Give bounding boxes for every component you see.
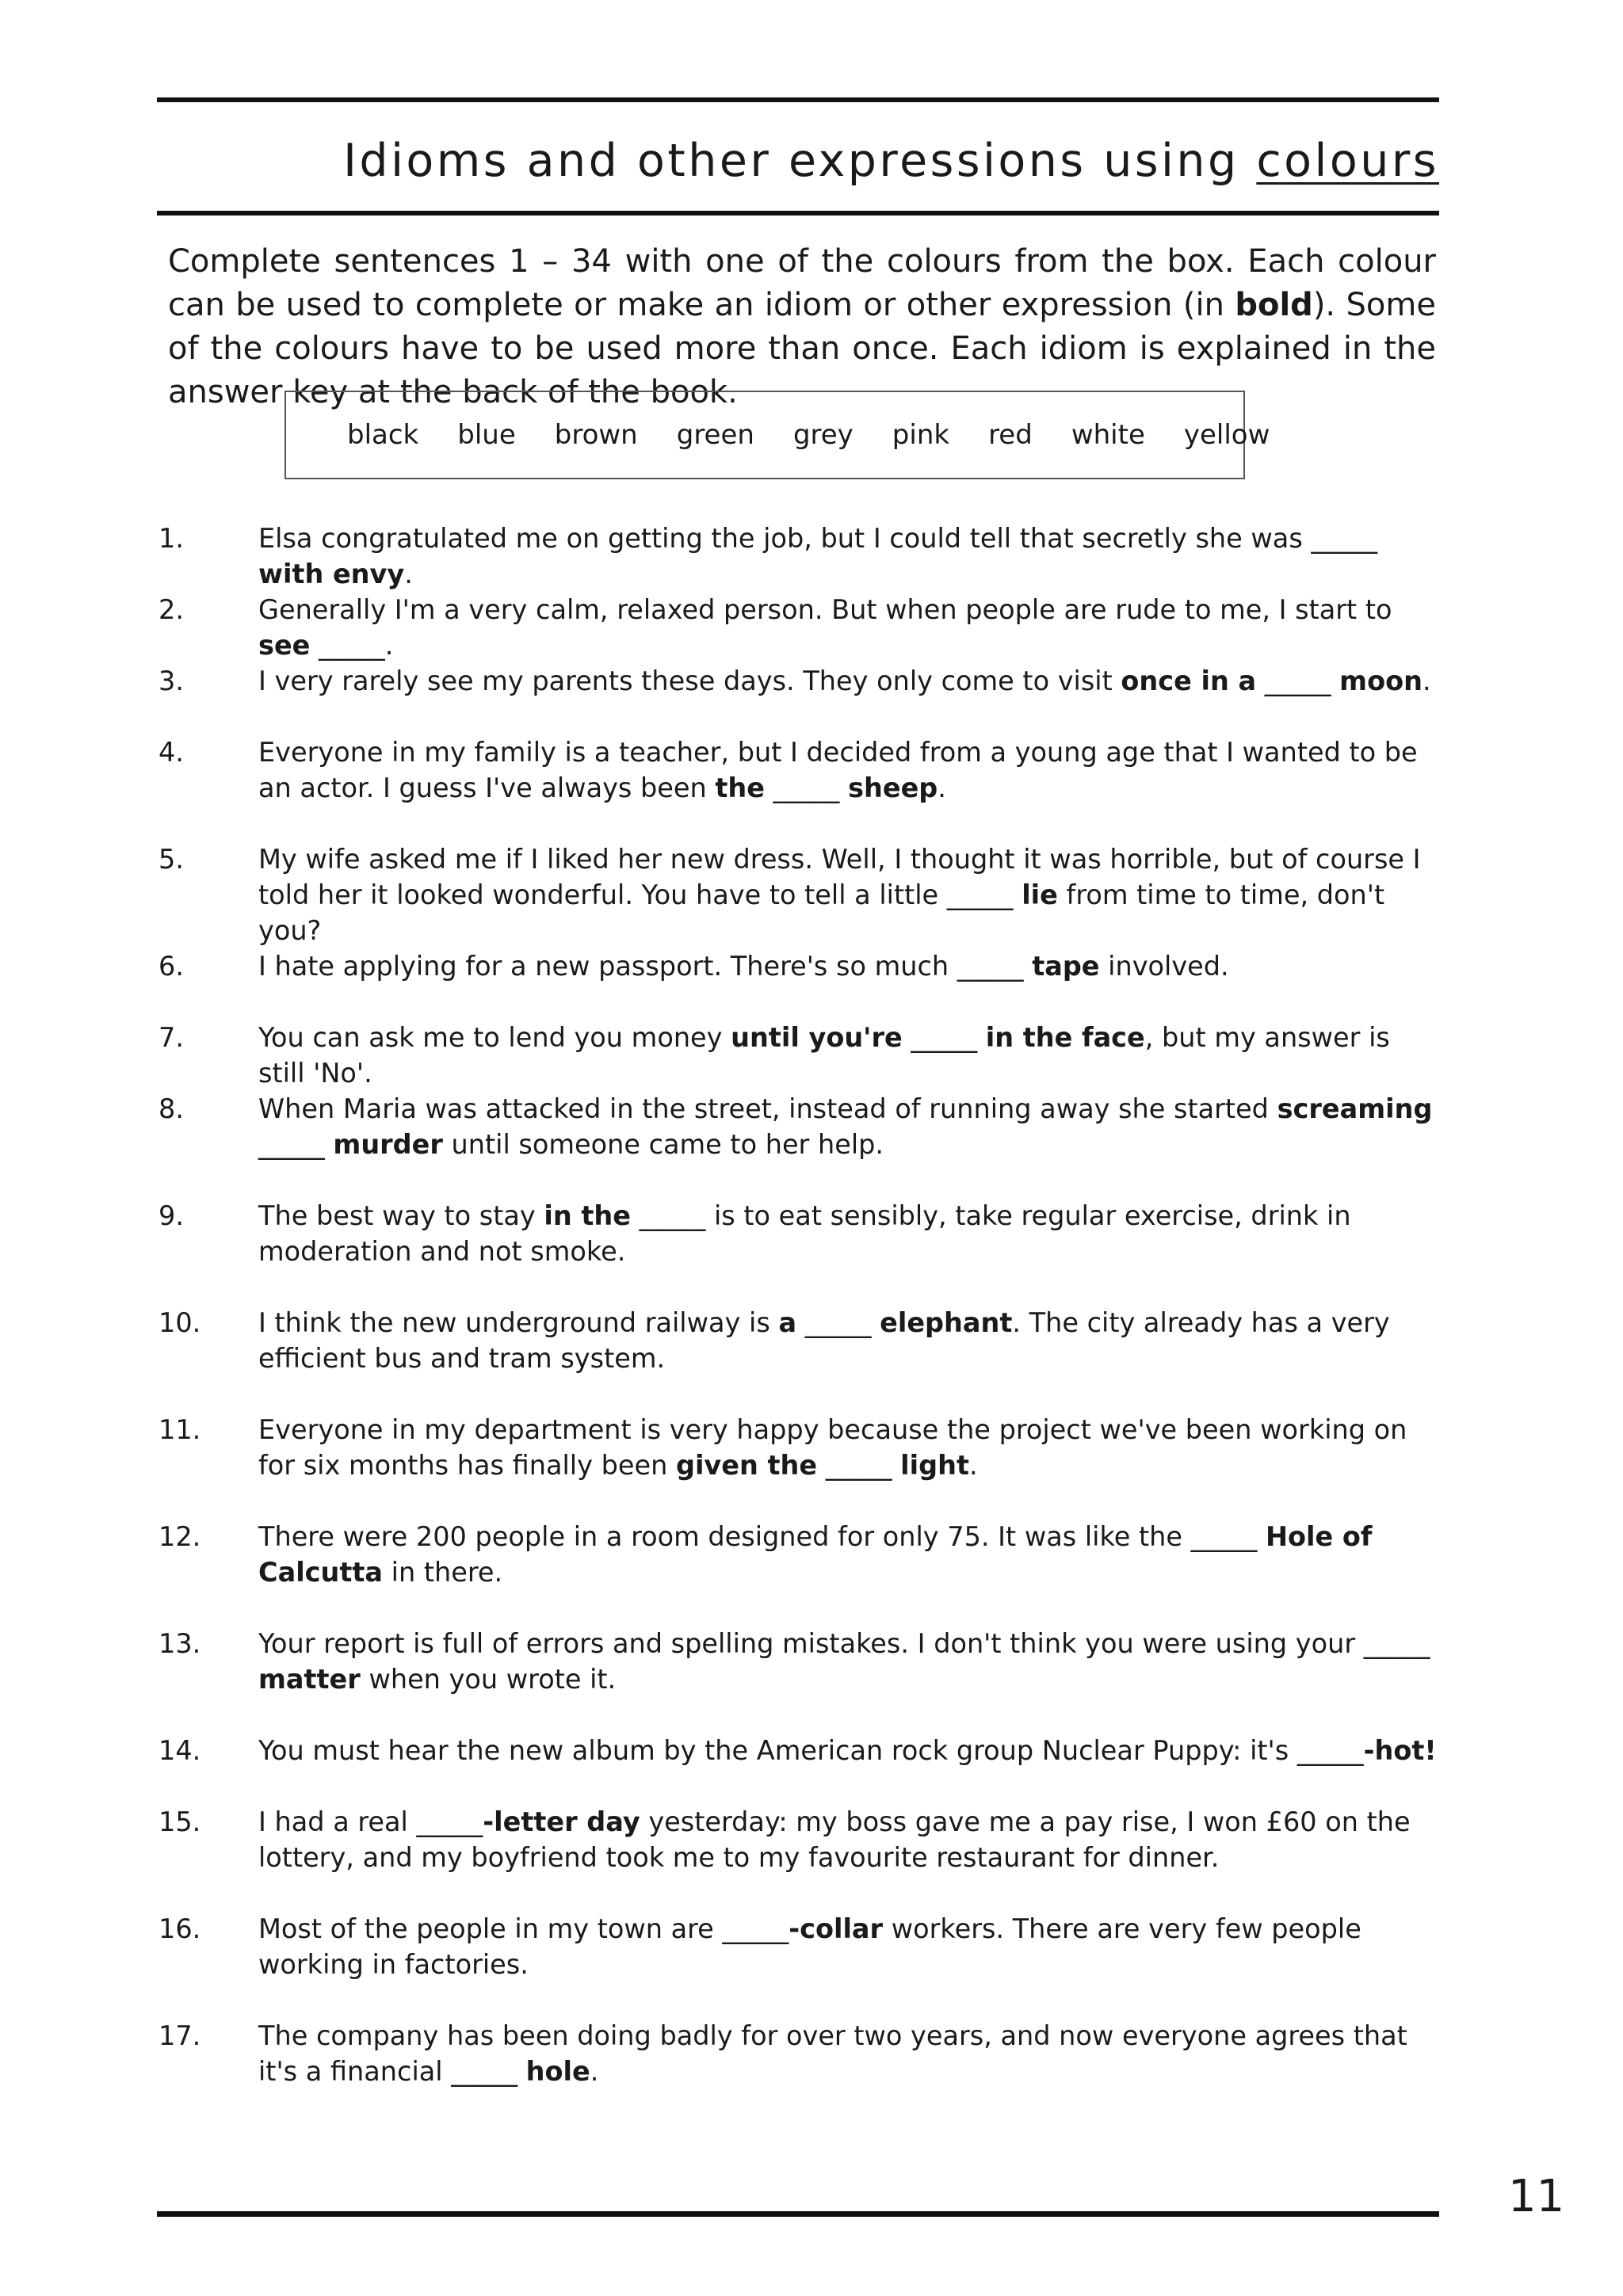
idiom-bold-text: murder [333,1129,443,1160]
sentence-text: . [938,772,946,803]
word-box-item: red [988,419,1033,451]
sentence-text: I think the new underground railway is [258,1307,779,1338]
sentence-text: _____ [765,772,849,803]
title-prefix: Idioms and other expressions using [343,135,1257,187]
question-number: 4. [158,737,184,768]
word-box-item: white [1071,419,1145,451]
sentence-text: Everyone in my family is a teacher, but I decided from a young age that I wanted to be an actor. I guess I've always been [258,737,1418,803]
sentence-text: Everyone in my department is very happy because the project we've been working on for six months has finally been [258,1414,1407,1481]
sentence-text: I very rarely see my parents these days. They only come to visit [258,666,1121,696]
question-text [258,948,1442,984]
question-text [258,1091,1442,1162]
question-text [258,1198,1442,1269]
title-underlined-word: colours [1256,135,1439,187]
question-text [258,1020,1442,1091]
sentence-text: _____ [902,1022,986,1053]
word-box-item: black [347,419,419,451]
sentence-text: Most of the people in my town are _____ [258,1913,789,1944]
idiom-bold-text: tape [1032,951,1100,982]
idiom-bold-text: -collar [789,1913,884,1944]
word-box-item: green [676,419,754,451]
idiom-bold-text: matter [258,1664,361,1695]
question-text [258,521,1442,592]
question-number: 10. [158,1307,201,1338]
idiom-bold-text: see [258,630,311,661]
sentence-text: There were 200 people in a room designed for only 75. It was like the _____ [258,1521,1266,1552]
sentence-text: When Maria was attacked in the street, instead of running away she started [258,1093,1277,1124]
sentence-text: . [1422,666,1431,696]
sentence-text: until someone came to her help. [442,1129,884,1160]
question-number: 17. [158,2020,201,2051]
sentence-text: _____. [310,630,394,661]
sentence-text: Generally I'm a very calm, relaxed person. But when people are rude to me, I start to [258,594,1392,625]
question-text [258,1305,1442,1376]
top-rule [157,97,1439,102]
question-number: 12. [158,1521,201,1552]
question-text [258,663,1442,699]
sentence-text: _____ [258,1129,334,1160]
idiom-bold-text: moon [1339,666,1423,696]
idiom-bold-text: Hole of Calcutta [258,1521,1373,1588]
sentence-text: from time to time, don't you? [258,879,1385,946]
idiom-bold-text: lie [1022,879,1058,910]
question-text [258,734,1442,806]
question-number: 15. [158,1806,201,1837]
question-number: 8. [158,1093,184,1124]
sentence-text: You can ask me to lend you money [258,1022,731,1053]
page-number: 11 [1508,2171,1565,2222]
sentence-text: I hate applying for a new passport. There's so much _____ [258,951,1033,982]
sentence-text: involved. [1099,951,1229,982]
sentence-text: The best way to stay [258,1200,544,1231]
word-box-item: grey [792,419,854,451]
question-number: 7. [158,1022,184,1053]
sentence-text: Elsa congratulated me on getting the job, but I could tell that secretly she was _____ [258,523,1378,554]
question-number: 16. [158,1913,201,1944]
question-number: 2. [158,594,184,625]
idiom-bold-text: once in a [1121,666,1257,696]
sentence-text: . [404,559,413,589]
sentence-text: _____ [817,1450,901,1481]
idiom-bold-text: sheep [848,772,938,803]
sentence-text: _____ is to eat sensibly, take regular exercise, drink in moderation and not smoke. [258,1200,1351,1267]
question-number: 13. [158,1628,201,1659]
question-text [258,841,1442,948]
sentence-text: . [968,1450,978,1481]
question-text [258,1733,1442,1768]
sentence-text: Your report is full of errors and spelling mistakes. I don't think you were using your _____ [258,1628,1430,1659]
idiom-bold-text: light [900,1450,969,1481]
word-box-item: pink [892,419,950,451]
question-text [258,1412,1442,1483]
bottom-rule [157,2211,1439,2217]
sentence-text: when you wrote it. [360,1664,617,1695]
idiom-bold-text: -hot! [1363,1735,1437,1766]
sentence-text: _____ [796,1307,880,1338]
idiom-bold-text: in the [544,1200,631,1231]
idiom-bold-text: a [778,1307,797,1338]
idiom-bold-text: given the [675,1450,818,1481]
sentence-text: . The city already has a very efficient bus and tram system. [258,1307,1390,1374]
question-text [258,1804,1442,1875]
colour-word-box [285,391,1270,479]
idiom-bold-text: screaming [1277,1093,1433,1124]
sentence-text: in there. [383,1557,503,1588]
idiom-bold-text: until you're [731,1022,903,1053]
idiom-bold-text: -letter day [483,1806,640,1837]
sentence-text: , but my answer is still 'No'. [258,1022,1390,1089]
question-text [258,1626,1442,1697]
idiom-bold-text: elephant [880,1307,1013,1338]
idiom-bold-text: hole [525,2056,590,2087]
word-box-item: brown [554,419,638,451]
page-title [343,135,1439,187]
sentence-text: You must hear the new album by the American rock group Nuclear Puppy: it's _____ [258,1735,1364,1766]
question-text [258,2018,1442,2089]
question-number: 3. [158,666,184,696]
question-number: 5. [158,844,184,875]
sentence-text: The company has been doing badly for over two years, and now everyone agrees that it's a financial _____ [258,2020,1407,2087]
question-number: 14. [158,1735,201,1766]
question-number: 6. [158,951,184,982]
sentence-text: workers. There are very few people working in factories. [258,1913,1361,1980]
question-text [258,1519,1442,1590]
sentence-text: I had a real _____ [258,1806,483,1837]
question-number: 1. [158,523,184,554]
sentence-text: My wife asked me if I liked her new dress. Well, I thought it was horrible, but of course I told her it looked wonderful. You have to tell a little _____ [258,844,1421,910]
question-text [258,1911,1442,1982]
sentence-text: yesterday: my boss gave me a pay rise, I won £60 on the lottery, and my boyfriend took me to my favourite restaurant for dinner. [258,1806,1411,1873]
instructions-part-2: ). Some of the colours have to be used more than once. Each idiom is explained in the answer key at the back of the book. [168,287,1436,410]
idiom-bold-text: with envy [258,559,405,589]
idiom-bold-text: the [715,772,765,803]
instructions-bold-word: bold [1235,287,1313,323]
question-number: 11. [158,1414,201,1445]
instructions [168,240,1436,414]
sentence-text: _____ [1256,666,1340,696]
question-number: 9. [158,1200,184,1231]
question-text [258,592,1442,663]
word-box-item: blue [457,419,516,451]
idiom-bold-text: in the face [985,1022,1145,1053]
word-box-item: yellow [1183,419,1270,451]
title-underline-rule [157,211,1439,215]
sentence-text: . [590,2056,599,2087]
instructions-part-1: Complete sentences 1 – 34 with one of the colours from the box. Each colour can be used to complete or make an idiom or other expression (in [168,243,1436,323]
